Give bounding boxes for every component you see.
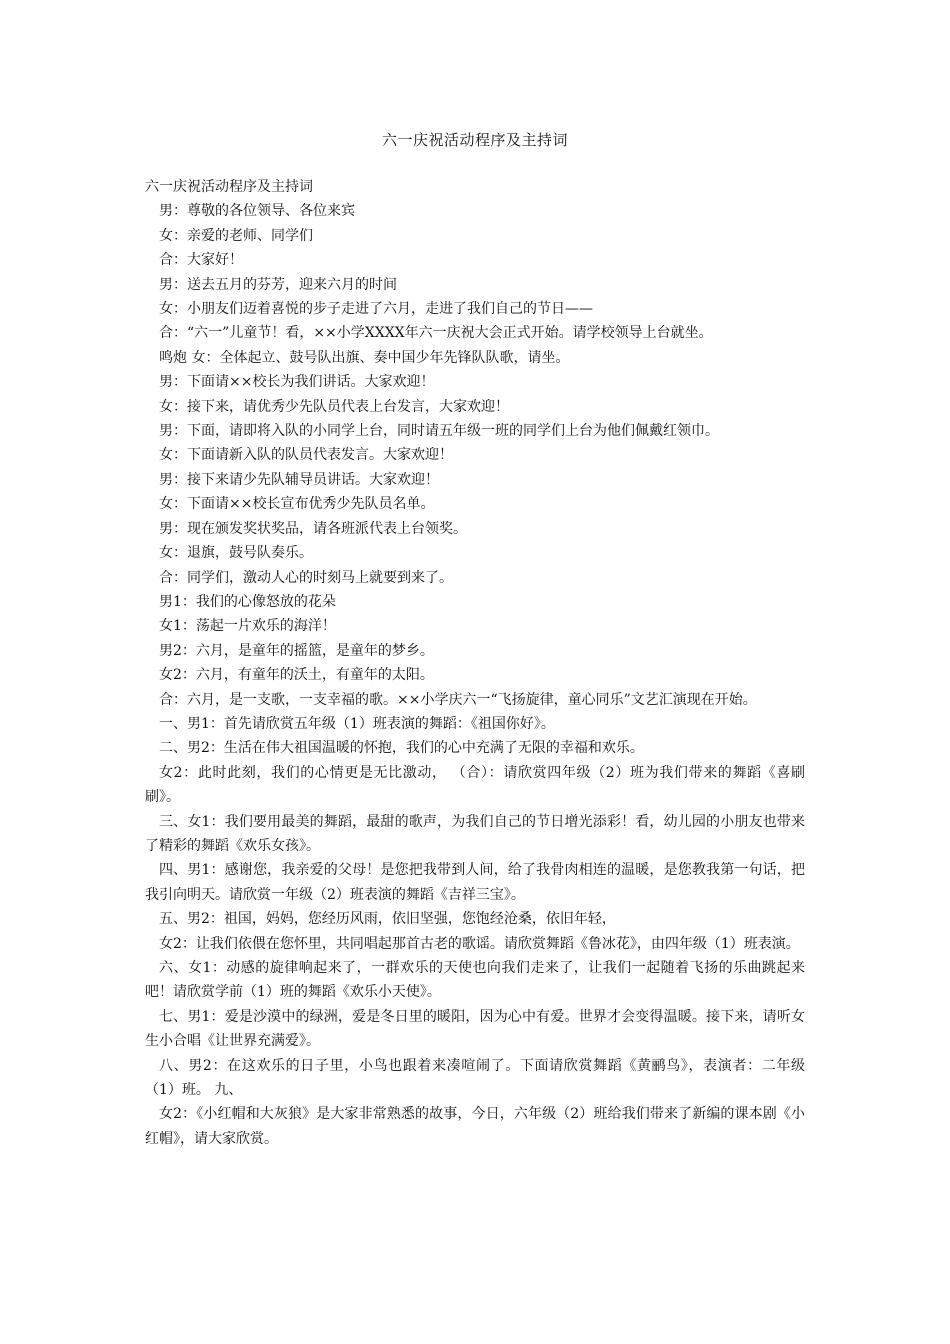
script-line: 三、女1：我们要用最美的舞蹈，最甜的歌声，为我们自己的节日增光添彩！看，幼儿园的小朋友也带来了精彩的舞蹈《欢乐女孩》。	[145, 813, 805, 854]
script-line: 一、男1：首先请欣赏五年级（1）班表演的舞蹈：《祖国你好》。	[159, 715, 555, 732]
script-line: 女：下面请××校长宣布优秀少先队员名单。	[159, 496, 435, 513]
script-line: 女：接下来，请优秀少先队员代表上台发言，大家欢迎！	[159, 398, 509, 415]
script-line: 五、男2：祖国，妈妈，您经历风雨，依旧坚强，您饱经沧桑，依旧年轻，	[159, 911, 616, 928]
script-line: 合：“六一”儿童节！看，××小学XXXX年六一庆祝大会正式开始。请学校领导上台就坐。	[159, 325, 713, 342]
script-line: 女：退旗，鼓号队奏乐。	[159, 545, 313, 562]
document-title: 六一庆祝活动程序及主持词	[381, 131, 568, 149]
script-line: 女2：让我们依偎在您怀里，共同唱起那首古老的歌谣。请欣赏舞蹈《鲁冰花》，由四年级（1）班表演。	[159, 935, 800, 952]
script-line: 男：下面，请即将入队的小同学上台，同时请五年级一班的同学们上台为他们佩戴红领巾。	[159, 423, 719, 440]
script-line: 二、男2：生活在伟大祖国温暖的怀抱，我们的心中充满了无限的幸福和欢乐。	[159, 740, 644, 757]
script-line: 女2：《小红帽和大灰狼》是大家非常熟悉的故事，今日，六年级（2）班给我们带来了新编的课本剧《小红帽》，请大家欣赏。	[145, 1106, 805, 1147]
script-line: 男2：六月，是童年的摇篮，是童年的梦乡。	[159, 642, 434, 659]
script-line: 女2：此时此刻，我们的心情更是无比激动， （合）：请欣赏四年级（2）班为我们带来的舞蹈《喜刷刷》。	[145, 764, 805, 806]
script-line: 女2：六月，有童年的沃土，有童年的太阳。	[159, 667, 434, 684]
script-line: 八、男2：在这欢乐的日子里，小鸟也跟着来凑喧闹了。下面请欣赏舞蹈《黄鹂鸟》，表演者：二年级（1）班。 九、	[145, 1057, 805, 1099]
script-line: 六、女1：动感的旋律响起来了，一群欢乐的天使也向我们走来了，让我们一起随着飞扬的乐曲跳起来吧！请欣赏学前（1）班的舞蹈《欢乐小天使》。	[145, 960, 805, 1001]
script-line: 男：下面请××校长为我们讲话。大家欢迎！	[159, 374, 435, 391]
script-line: 男：送去五月的芬芳，迎来六月的时间	[159, 276, 397, 293]
document-body	[145, 175, 805, 1151]
script-line: 女1：荡起一片欢乐的海洋！	[159, 618, 336, 635]
script-line: 男1：我们的心像怒放的花朵	[159, 593, 336, 610]
script-line: 四、男1：感谢您，我亲爱的父母！是您把我带到人间，给了我骨肉相连的温暖，是您教我第一句话，把我引向明天。请欣赏一年级（2）班表演的舞蹈《吉祥三宝》。	[145, 862, 805, 903]
section-heading: 六一庆祝活动程序及主持词	[145, 179, 313, 195]
script-line: 女：下面请新入队的队员代表发言。大家欢迎！	[159, 447, 453, 464]
script-line: 男：接下来请少先队辅导员讲话。大家欢迎！	[159, 471, 439, 488]
script-line: 鸣炮 女：全体起立、鼓号队出旗、奏中国少年先锋队队歌，请坐。	[159, 349, 570, 366]
script-line: 女：亲爱的老师、同学们	[159, 227, 313, 244]
script-line: 男：尊敬的各位领导、各位来宾	[159, 203, 355, 220]
script-line: 七、男1：爱是沙漠中的绿洲，爱是冬日里的暖阳，因为心中有爱。世界才会变得温暖。接下来，请听女生小合唱《让世界充满爱》。	[145, 1008, 805, 1050]
script-line: 女：小朋友们迈着喜悦的步子走进了六月，走进了我们自己的节日——	[159, 301, 593, 318]
script-line: 合：六月，是一支歌，一支幸福的歌。××小学庆六一“飞扬旋律，童心同乐”文艺汇演现在开始。	[159, 691, 757, 708]
script-line: 合：大家好！	[159, 252, 243, 269]
script-line: 男：现在颁发奖状奖品，请各班派代表上台领奖。	[159, 520, 467, 537]
script-line: 合：同学们，激动人心的时刻马上就要到来了。	[159, 569, 453, 586]
